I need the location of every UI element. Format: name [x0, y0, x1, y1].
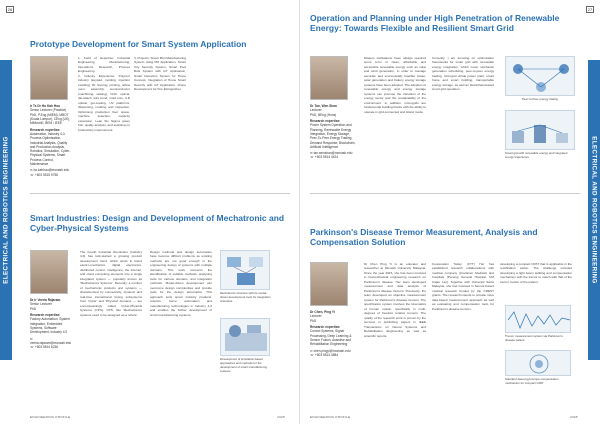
- article-title: Prototype Development for Smart System Application: [30, 39, 247, 49]
- author-info: Dr Tan, Wen Shan Lecturer PhD, BEng (Hons) Research expertise: Power System Operation and Planning, Renewable Energy Integration, Energy Storage, Peer-To-Peer Energy Trading, Demand Response, Blockchain, Artificial Intelligence ✉ tan.wenshan@monash.edu ☏ +603 5514 4424: [310, 104, 358, 160]
- figure-caption: Mechatronic structure with its model-driven development tools for integration scenarios: [220, 291, 271, 303]
- body-column: developing a compact CPAT that is applicable in the rectification action. The challenge includes developing a light beam splitting and compensation mechanism with the tremor to match with that of the tremor motion of the patient.: [500, 262, 572, 284]
- sidebar-label: ELECTRICAL AND ROBOTICS ENGINEERING: [588, 60, 600, 360]
- figure-caption: Standard-based gyroscope compensation mechanism for compact CPAT: [505, 377, 559, 385]
- sidebar-label: ELECTRICAL AND ROBOTICS ENGINEERING: [0, 60, 12, 360]
- phone: ☏ +603 5514 4424: [310, 155, 339, 160]
- email[interactable]: ✉ veeria.rajaram@monash.edu: [30, 336, 72, 345]
- phone: ☏ +603 5514 6236: [30, 345, 59, 350]
- article-title: Smart Industries: Design and Development of Mechatronic and Cyber-Physical Systems: [30, 213, 285, 233]
- author-photo: [30, 56, 68, 100]
- email[interactable]: ✉ tan.wenshan@monash.edu: [310, 151, 353, 156]
- body-column: Dr Chen Ping Yi is an educator and researcher at Monash University Malaysia. Since the year 2015, she has been involved in biomechanical engineering research on Parkinson's disease. Her team developed measurement and data analysis of Parkinson's disease tremors. Previously, the team developed an objective measurement system for Parkinson's disease tremors. The specification system involves the kinematics of human motion, specifically in multi- degrees of freedom relative tremors. The quality of the research work is proven by the success in publishing papers in IEEE Transactions on Neural Systems and Rehabilitation Engineering as well as scientific reports.: [364, 262, 426, 338]
- author-info: Ir Ts Dr Ho Kah Hou Senior Lecturer (Practice) PhD, P.Eng (MIEM), MBOT (Kuala Lumpur), CEng (UK), MIMechE, BEM / IEEE Research expertise: Automation, Industry 4.0, Process Optimisation, Industrial Analysis, Quality and Production Analysis, Robotics, Simulation, Cyber-Physical Systems, Smart Process Control, Maintenance ✉ ho.kahhou@monash.edu ☏ +603 5515 9756: [30, 104, 71, 177]
- footer-page: 2025: [277, 415, 285, 419]
- footer: ENGINEERING PROFILE: [310, 415, 351, 419]
- figure-caption: Tremor measurement system via Parkinson's disease patient: [505, 334, 563, 342]
- gyroscope-image: [505, 350, 571, 376]
- author-photo: [310, 56, 348, 100]
- page-number: 27: [587, 7, 593, 12]
- body-column: Currently, I am focusing on optimisation frameworks for smart grid with renewable energy integration, which cover stochastic generation scheduling, peer-to-peer energy trading, microgrid virtual power plant, smart home and smart building, transportable energy storage, as well as blockchain-based smart grid operation.: [432, 56, 494, 92]
- smart-manufacturing-image: [220, 318, 270, 356]
- author-info: Dr Chen, Ping Yi Lecturer PhD Research expertise: Control Systems, Signal Processing, Deep Learning & Sensor Fusion, Assistive and Rehabilitation Engineering ✉ chen.pingyi@monash.edu ☏ +603 5514 4884: [310, 310, 358, 357]
- email[interactable]: ✉ chen.pingyi@monash.edu: [310, 348, 351, 353]
- article-title: Operation and Planning under High Penetration of Renewable Energy: Towards Flexible and Resilient Smart Grid: [310, 13, 560, 33]
- author-info: Dr Ir Veeria Rajaram Senior Lecturer PhD Research expertise: Factory Automation, System Integration, Embedded Systems, Software Development, Industry 4.0 ✉ veeria.rajaram@monash.edu ☏ +603 5514 6236: [30, 298, 72, 350]
- page-number: 26: [7, 7, 13, 12]
- author-photo: [310, 262, 348, 306]
- body-column: 3. Projects: Smart Mini Manufacturing System using PM Application, Smart City Security System, Smart Pool Bots System with IoT Application, Smart Detection System for Home Concept, Integration of Home Smart Security with IoT Application, Drone Development for Fire Extinguisher.: [134, 56, 186, 92]
- body-column: 1. Field of Expertise: Industrial Engineering, Manufacturing, Operations Research, Process Engineering 2. Industry Experience: Polymer industry (keypad, molding, injection molding), lift, flooring, printing, reflow oven, assembly, semiconductor (machining, sawing), CNC, optical, die-attach, wire bond, mold core, 3-D optical, gel-coating, UV platforms, dispensing, molding and inspection. Optimising production floor space, machine selection, capacity expansion, Lean Six Sigma green belt, quality analysis, and assisting on productivity improvement.: [78, 56, 130, 132]
- right-page: [300, 0, 600, 424]
- phone: ☏ +603 5514 4884: [310, 352, 339, 357]
- figure-caption: Development of simulation-based approaches and methods for the development of smart manufacturing systems: [220, 357, 267, 373]
- body-column: Cooperation Today: (FTT) Her has established research collaborations with medical company (Frankzen Medical) and hospitals (Penang General Hospital, UM Cajan Lay). Together with Universiti Sains Malaysia, she has involved in Sensor-based medical research funded by the CREST grants. The research intends to provide more data-based measurement approach as well as evaluating and compensation tools for Parkinson's disease tremors.: [432, 262, 494, 311]
- footer: ENGINEERING PROFILE: [30, 415, 71, 419]
- body-column: The Fourth Industrial Revolution (Industry 4.0) has kick-started a growing product development trend, which tends to blend electro-mechanics, digital electronics, distributed control, intelligence, the Internet, and cloud computing elements into a single integrated system — popularly known as 'Mechatronics Systems'. Recently, a number of mechatronic products and systems — characterised by connectivity, dynamic and real-time interactional timing subsystems from 'Cyber' and 'Physical' domains — are encompassingly called Cyber-Physical Systems (CPS). CPS, like Mechatronics systems need to be designed as a 'whole'.: [80, 250, 142, 317]
- p2p-trading-diagram: [505, 56, 575, 96]
- mechatronics-diagram: [220, 250, 270, 290]
- body-column: Design methods and design automation have become difficult problems as existing methods are not good enough in the engineering design of systems with multiple domains. This work concerns the identification of suitable methods, analysing tools for various domains, and integration methods. Model-driven development can overcome design complexities and provide tools for the design automation. This approach suits smart industry products, robotics, home automation and manufacturing technologies in Industry 4.0 and enables the further development of smart manufacturing systems.: [150, 250, 212, 317]
- figure-caption: Peer-to-Peer energy trading: [522, 97, 558, 101]
- author-photo: [30, 250, 68, 294]
- tremor-measurement-image: [505, 305, 571, 333]
- email[interactable]: ✉ ho.kahhou@monash.edu: [30, 168, 70, 173]
- article-title: Parkinson's Disease Tremor Measurement, Analysis and Compensation Solution: [310, 227, 538, 247]
- phone: ☏ +603 5515 9756: [30, 172, 59, 177]
- figure-caption: Smart grid with renewable energy and integrated energy trajectories: [505, 151, 568, 159]
- footer-page: 2025: [570, 415, 578, 419]
- smart-grid-diagram: [505, 110, 575, 150]
- body-column: Modern civilisations have always required some form of clean, affordable and accessible renewable energy such as solar and wind generation. In order to manage accurate and economically feasible power, solar generation and battery energy storage systems have been adopted. The adoption of renewable energy and energy storage systems can promote the transition of the energy sector and the sustainability of the environment. In addition, microgrids are fundamental building blocks with the ability to operate in grid-connected and island mode.: [364, 56, 426, 114]
